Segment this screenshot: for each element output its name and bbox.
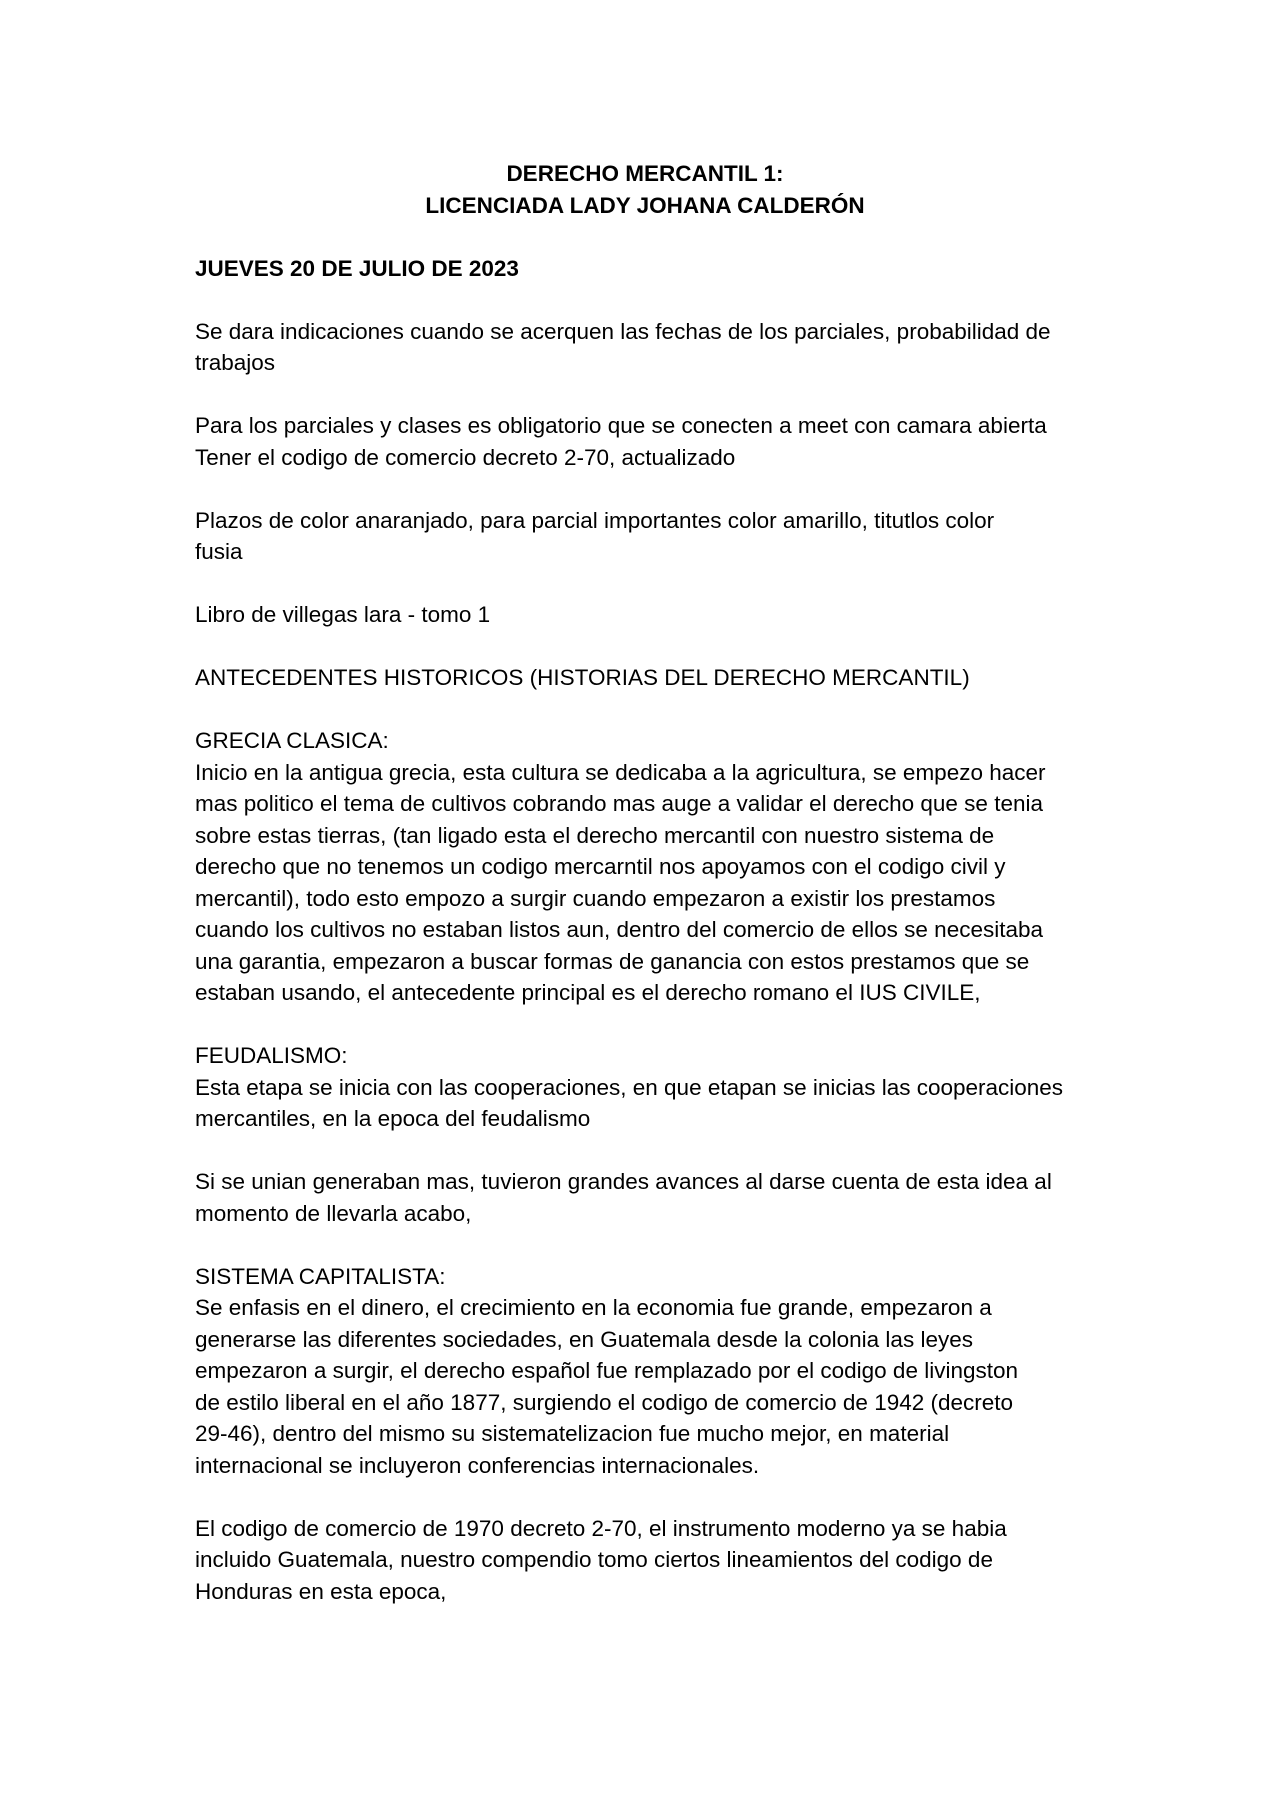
paragraph-requirements	[195, 410, 1095, 473]
text-line: mercantiles, en la epoca del feudalismo	[195, 1106, 591, 1131]
text-line: una garantia, empezaron a buscar formas de ganancia con estos prestamos que se	[195, 948, 1030, 974]
text-line: Inicio en la antigua grecia, esta cultura se dedicaba a la agricultura, se empezo hacer	[195, 759, 1046, 785]
section-heading: FEUDALISMO:	[195, 1043, 348, 1068]
text-line: Si se unian generaban mas, tuvieron grandes avances al darse cuenta de esta idea al	[195, 1169, 1052, 1194]
text-line: Para los parciales y clases es obligatorio que se conecten a meet con camara abierta	[195, 413, 1047, 438]
text-line: Tener el codigo de comercio decreto 2-70, actualizado	[195, 444, 736, 470]
section-sistema-capitalista	[195, 1261, 1095, 1482]
text-line: mas politico el tema de cultivos cobrando mas auge a validar el derecho que se tenia	[195, 791, 1043, 816]
title-line-course: DERECHO MERCANTIL 1:	[506, 161, 784, 186]
text-line: fusia	[195, 539, 243, 564]
paragraph-feudalismo-note	[195, 1166, 1095, 1229]
text-line: Honduras en esta epoca,	[195, 1578, 447, 1604]
paragraph-color-codes	[195, 505, 1095, 568]
document-title	[195, 158, 1095, 221]
text-line: Se enfasis en el dinero, el crecimiento en la economia fue grande, empezaron a	[195, 1295, 992, 1320]
section-feudalismo	[195, 1040, 1095, 1135]
text-line: ANTECEDENTES HISTORICOS (HISTORIAS DEL DERECHO MERCANTIL)	[195, 665, 970, 690]
text-line: derecho que no tenemos un codigo mercarntil nos apoyamos con el codigo civil y	[195, 854, 1006, 879]
section-heading: GRECIA CLASICA:	[195, 728, 389, 753]
paragraph-book	[195, 599, 1095, 631]
text-line: trabajos	[195, 350, 276, 375]
text-line: Se dara indicaciones cuando se acerquen las fechas de los parciales, probabilidad de	[195, 318, 1051, 344]
text-line: El codigo de comercio de 1970 decreto 2-70, el instrumento moderno ya se habia	[195, 1515, 1007, 1541]
text-line: generarse las diferentes sociedades, en Guatemala desde la colonia las leyes	[195, 1326, 973, 1352]
text-line: Libro de villegas lara - tomo 1	[195, 602, 491, 627]
class-date: JUEVES 20 DE JULIO DE 2023	[195, 255, 519, 281]
section-grecia-clasica	[195, 725, 1095, 1009]
text-line: incluido Guatemala, nuestro compendio tomo ciertos lineamientos del codigo de	[195, 1547, 993, 1572]
title-line-instructor: LICENCIADA LADY JOHANA CALDERÓN	[425, 192, 865, 218]
text-line: sobre estas tierras, (tan ligado esta el derecho mercantil con nuestro sistema de	[195, 822, 995, 848]
text-line: 29-46), dentro del mismo su sistematelizacion fue mucho mejor, en material	[195, 1421, 950, 1446]
section-heading: SISTEMA CAPITALISTA:	[195, 1263, 446, 1289]
text-line: mercantil), todo esto empozo a surgir cuando empezaron a existir los prestamos	[195, 885, 996, 911]
paragraph-codigo-1970	[195, 1513, 1095, 1608]
text-line: estaban usando, el antecedente principal es el derecho romano el IUS CIVILE,	[195, 980, 981, 1005]
section-heading-antecedentes	[195, 662, 1095, 694]
text-line: cuando los cultivos no estaban listos aun, dentro del comercio de ellos se necesitaba	[195, 917, 1044, 942]
text-line: Plazos de color anaranjado, para parcial importantes color amarillo, titutlos color	[195, 507, 995, 533]
text-line: de estilo liberal en el año 1877, surgiendo el codigo de comercio de 1942 (decreto	[195, 1389, 1014, 1415]
document-content	[195, 158, 1095, 1607]
text-line: internacional se incluyeron conferencias internacionales.	[195, 1452, 760, 1478]
text-line: Esta etapa se inicia con las cooperaciones, en que etapan se inicias las cooperaciones	[195, 1074, 1064, 1100]
paragraph-instructions	[195, 316, 1095, 379]
text-line: empezaron a surgir, el derecho español fue remplazado por el codigo de livingston	[195, 1358, 1019, 1383]
text-line: momento de llevarla acabo,	[195, 1200, 472, 1226]
